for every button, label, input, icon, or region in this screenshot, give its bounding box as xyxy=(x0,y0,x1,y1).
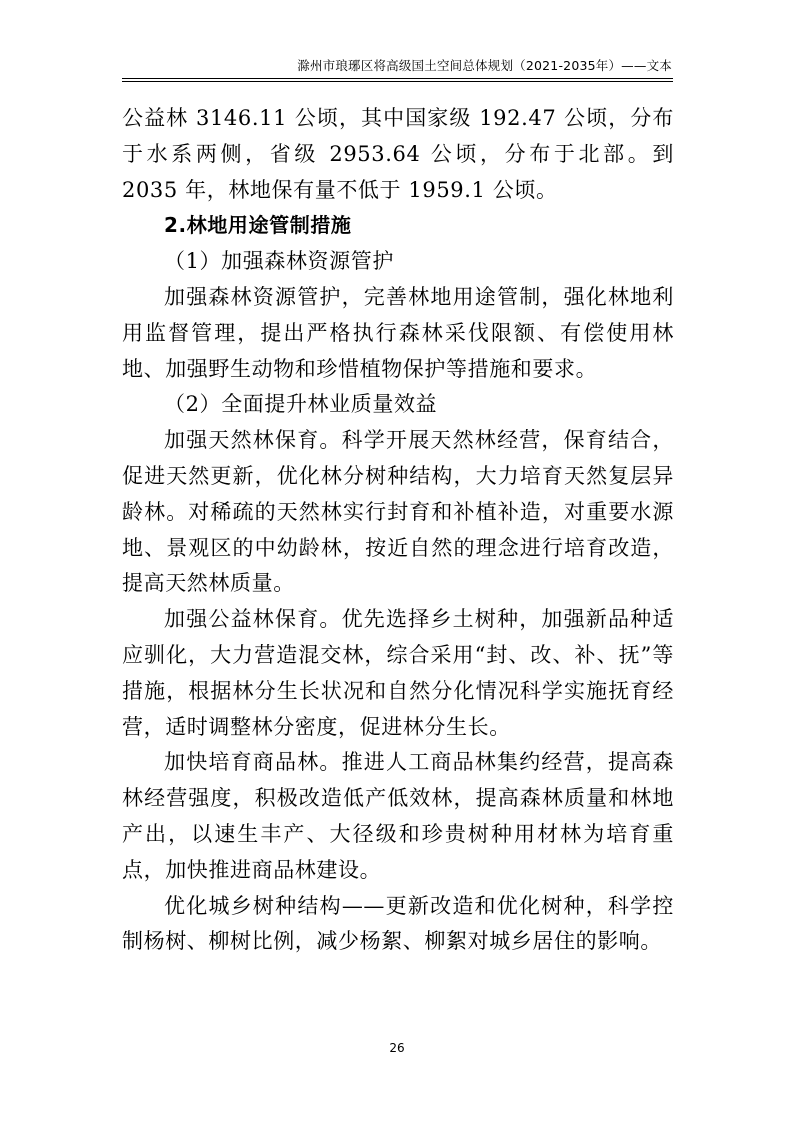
paragraph-natural-forest: 加强天然林保育。科学开展天然林经营，保育结合，促进天然更新，优化林分树种结构，大力培育天然复层异龄林。对稀疏的天然林实行封育和补植补造，对重要水源地、景观区的中幼龄林，按近自然的理念进行培育改造，提高天然林质量。 xyxy=(122,428,674,596)
page-header-title: 滁州市琅琊区将高级国土空间总体规划（2021-2035年）——文本 xyxy=(297,58,672,73)
header-divider xyxy=(122,78,673,79)
page-number: 26 xyxy=(389,1041,405,1055)
subsection-heading-1: （1）加强森林资源管护 xyxy=(164,249,394,274)
paragraph-forest-protection: 加强森林资源管护，完善林地用途管制，强化林地利用监督管理，提出严格执行森林采伐限额、有偿使用林地、加强野生动物和珍惜植物保护等措施和要求。 xyxy=(122,284,674,381)
paragraph-tree-species: 优化城乡树种结构——更新改造和优化树种，科学控制杨树、柳树比例，减少杨絮、柳絮对城乡居住的影响。 xyxy=(122,893,674,954)
paragraph-commercial-forest: 加快培育商品林。推进人工商品林集约经营，提高森林经营强度，积极改造低产低效林，提高森林质量和林地产出，以速生丰产、大径级和珍贵树种用材林为培育重点，加快推进商品林建设。 xyxy=(122,750,674,882)
paragraph-public-welfare-forest: 加强公益林保育。优先选择乡土树种，加强新品种适应驯化，大力营造混交林，综合采用“封、改、补、抚”等措施，根据林分生长状况和自然分化情况科学实施抚育经营，适时调整林分密度，促进林分生长。 xyxy=(122,607,674,739)
paragraph-public-forest: 公益林 3146.11 公顷，其中国家级 192.47 公顷，分布于水系两侧，省级 2953.64 公顷，分布于北部。到 2035 年，林地保有量不低于 1959.1 公顷。 xyxy=(122,106,674,202)
document-body xyxy=(122,101,674,960)
section-heading: 2.林地用途管制措施 xyxy=(164,213,352,238)
header-divider-thin xyxy=(122,81,673,82)
subsection-heading-2: （2）全面提升林业质量效益 xyxy=(164,392,438,417)
